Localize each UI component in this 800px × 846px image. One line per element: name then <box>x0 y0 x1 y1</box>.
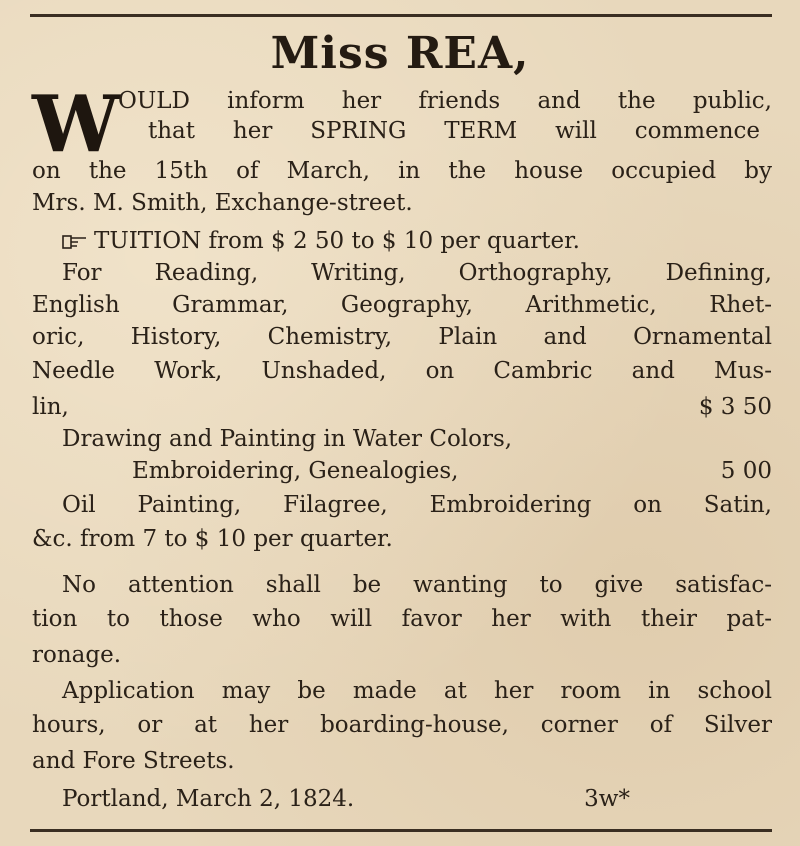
text-line-17: ronage. <box>32 642 122 668</box>
dateline: Portland, March 2, 1824. <box>62 786 355 812</box>
text-line-16: tion to those who will favor her with their pat- <box>32 606 772 632</box>
text-line-12: Embroidering, Genealogies, <box>132 458 459 484</box>
advertisement-title: Miss REA, <box>270 28 530 79</box>
text-line-13: Oil Painting, Filagree, Embroidering on Satin, <box>62 492 772 518</box>
bottom-rule <box>30 829 772 832</box>
price-drawing: 5 00 <box>720 458 772 484</box>
text-line-18: Application may be made at her room in school <box>62 678 772 704</box>
text-line-15: No attention shall be wanting to give satisfac- <box>62 572 772 598</box>
text-line-8: oric, History, Chemistry, Plain and Ornamental <box>32 324 772 350</box>
text-line-7: English Grammar, Geography, Arithmetic, Rhet- <box>32 292 772 318</box>
text-line-14: &c. from 7 to $ 10 per quarter. <box>32 526 393 552</box>
text-line-2: that her SPRING TERM will commence <box>148 118 760 144</box>
text-line-6: For Reading, Writing, Orthography, Defining, <box>62 260 772 286</box>
tuition-text: TUITION from $ 2 50 to $ 10 per quarter. <box>94 228 580 254</box>
top-rule <box>30 14 772 17</box>
text-line-20: and Fore Streets. <box>32 748 235 774</box>
text-line-4: Mrs. M. Smith, Exchange-street. <box>32 190 413 216</box>
text-line-10: lin, <box>32 394 69 420</box>
drop-cap: W <box>32 79 120 170</box>
text-line-11: Drawing and Painting in Water Colors, <box>62 426 513 452</box>
text-line-19: hours, or at her boarding-house, corner of Silver <box>32 712 772 738</box>
text-line-1: OULD inform her friends and the public, <box>118 88 772 114</box>
insertion-code: 3w* <box>584 786 630 812</box>
text-line-3: on the 15th of March, in the house occupied by <box>32 158 772 184</box>
tuition-line <box>62 226 772 256</box>
manicule-icon <box>62 232 88 250</box>
price-reading: $ 3 50 <box>698 394 772 420</box>
text-line-9: Needle Work, Unshaded, on Cambric and Mus- <box>32 358 772 384</box>
